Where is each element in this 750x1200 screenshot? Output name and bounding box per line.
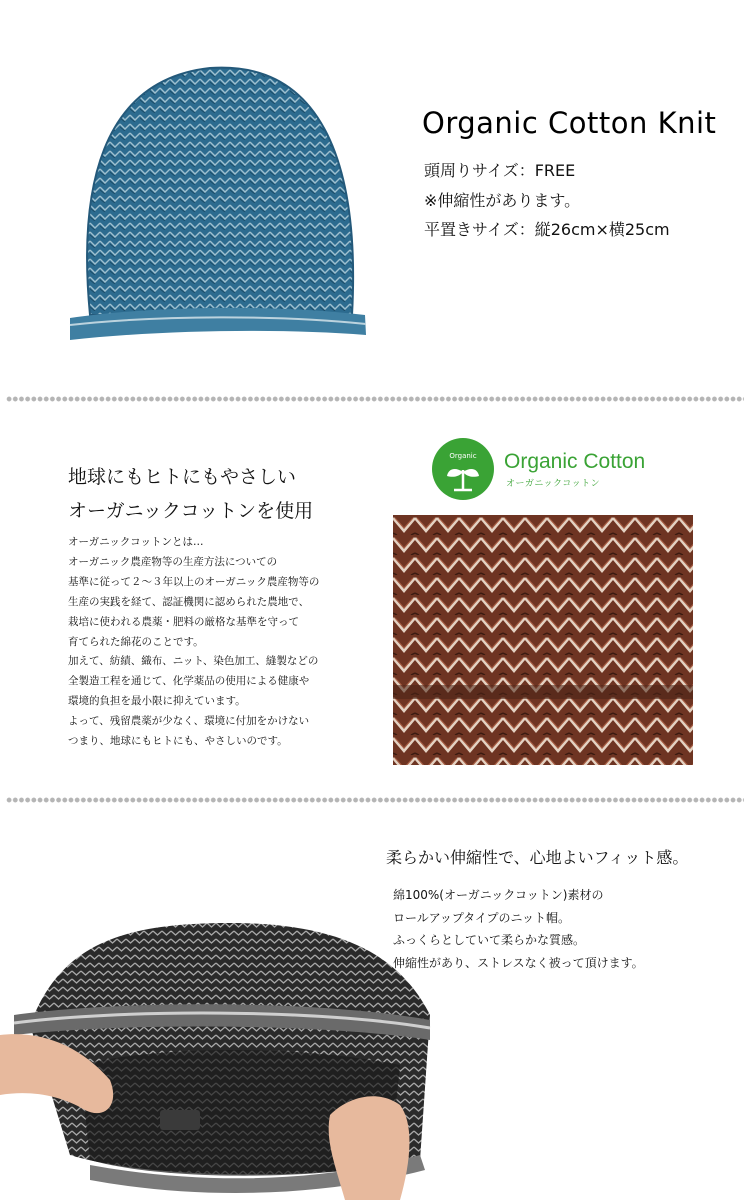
description-line: オーガニック農産物等の生産方法についての xyxy=(68,555,278,568)
fit-heading: 柔らかい伸縮性で、心地よいフィット感。 xyxy=(386,848,689,867)
dotted-divider xyxy=(6,396,744,402)
description-line: 基準に従って２～３年以上のオーガニック農産物等の xyxy=(68,575,320,588)
description-line: ロールアップタイプのニット帽。 xyxy=(393,910,571,925)
knit-closeup-photo xyxy=(393,515,693,765)
stretched-hat-photo xyxy=(0,905,460,1200)
blue-beanie-photo xyxy=(60,50,380,350)
description-line: 環境的負担を最小限に抑えています。 xyxy=(68,695,246,708)
description-line: 綿100%(オーガニックコットン)素材の xyxy=(393,888,604,902)
flat-size-text: 平置きサイズ：縦26cm×横25cm xyxy=(424,220,670,239)
head-size-text: 頭周りサイズ：FREE xyxy=(424,161,576,180)
description-line: オーガニックコットンとは… xyxy=(68,536,204,548)
description-line: 生産の実践を経て、認証機関に認められた農地で、 xyxy=(68,595,310,608)
sprout-icon xyxy=(432,438,494,500)
stretch-note: ※伸縮性があります。 xyxy=(424,191,581,210)
description-line: 育てられた綿花のことです。 xyxy=(68,635,204,648)
organic-cotton-description xyxy=(68,533,368,752)
organic-cotton-logo xyxy=(432,436,662,502)
description-line: よって、残留農薬が少なく、環境に付加をかけない xyxy=(68,715,310,728)
product-title: Organic Cotton Knit xyxy=(422,106,717,140)
description-line: 全製造工程を通じて、化学薬品の使用による健康や xyxy=(68,675,310,688)
description-line: 伸縮性があり、ストレスなく被って頂けます。 xyxy=(393,955,644,970)
logo-sub-text: オーガニックコットン xyxy=(506,479,601,489)
description-line: 加えて、紡績、織布、ニット、染色加工、縫製などの xyxy=(68,655,319,668)
dotted-divider xyxy=(6,797,744,803)
description-line: ふっくらとしていて柔らかな質感。 xyxy=(393,933,586,947)
logo-main-text: Organic Cotton xyxy=(504,450,646,473)
logo-mark-text: Organic xyxy=(449,452,477,460)
description-line: つまり、地球にもヒトにも、やさしいのです。 xyxy=(68,735,288,748)
section-heading-line1: 地球にもヒトにもやさしい xyxy=(68,466,297,488)
section-heading-line2: オーガニックコットンを使用 xyxy=(68,500,314,522)
description-line: 栽培に使われる農薬・肥料の厳格な基準を守って xyxy=(68,615,299,628)
